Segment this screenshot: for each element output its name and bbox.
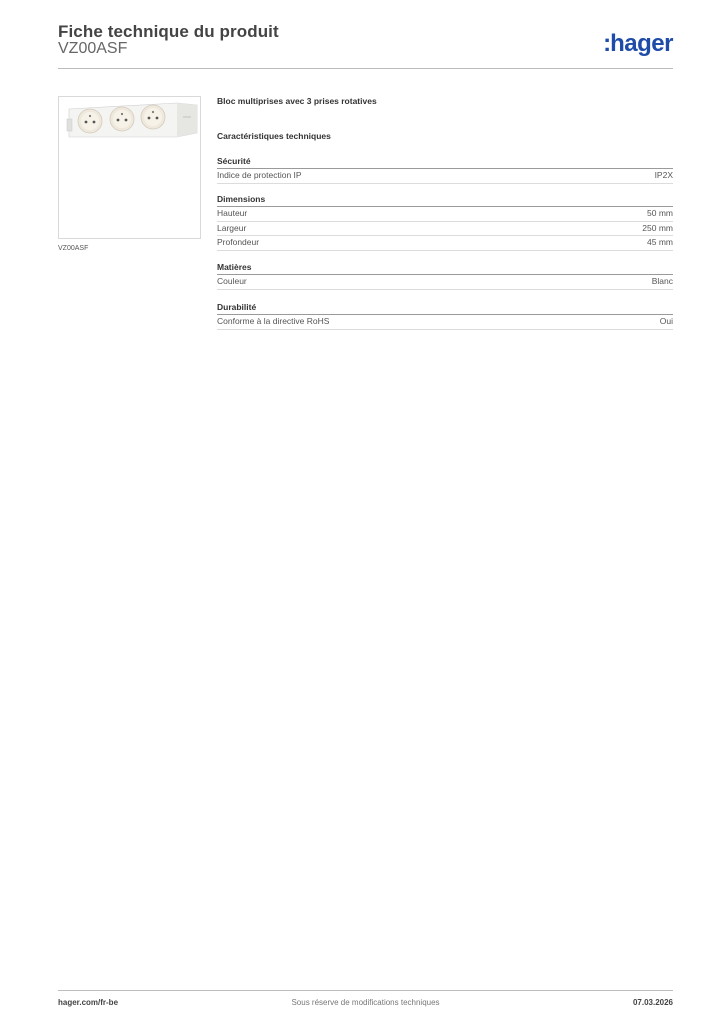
footer-website: hager.com/fr-be [58,998,119,1007]
footer-note: Sous réserve de modifications techniques [291,998,440,1007]
header-divider [58,68,673,69]
spec-row [217,169,673,184]
logo-text: hager [610,30,673,57]
specs-heading: Caractéristiques techniques [217,131,331,141]
product-description: Bloc multiprises avec 3 prises rotatives [217,96,377,106]
section-durabilite [217,302,673,330]
section-title: Sécurité [217,156,673,169]
footer-date: 07.03.2026 [632,998,673,1007]
section-dimensions [217,194,673,251]
power-strip-image [59,97,200,238]
hager-logo: :hager [603,30,673,57]
spec-label: Profondeur [217,237,260,247]
spec-label: Conforme à la directive RoHS [217,316,330,326]
spec-label: Indice de protection IP [217,170,302,180]
document-footer [58,998,673,1012]
spec-value: 250 mm [642,222,673,233]
section-title: Dimensions [217,194,673,207]
footer-divider [58,990,673,991]
document-title: Fiche technique du produit [58,22,279,41]
section-title: Durabilité [217,302,673,315]
spec-value: Oui [659,316,673,326]
spec-label: Couleur [217,276,247,286]
spec-value: Blanc [651,276,673,286]
section-title: Matières [217,262,673,275]
section-securite [217,156,673,184]
spec-row [217,275,673,290]
section-matieres [217,262,673,290]
spec-value: IP2X [654,170,673,180]
spec-value: 45 mm [647,237,673,247]
image-caption: VZ00ASF [58,245,89,252]
spec-row [217,315,673,330]
spec-value: 50 mm [647,208,673,218]
spec-label: Hauteur [217,208,248,218]
product-reference: VZ00ASF [58,40,128,57]
product-image [58,96,201,239]
spec-row [217,236,673,251]
document-header [58,22,673,70]
spec-label: Largeur [217,222,247,233]
spec-row [217,207,673,222]
spec-row [217,222,673,237]
